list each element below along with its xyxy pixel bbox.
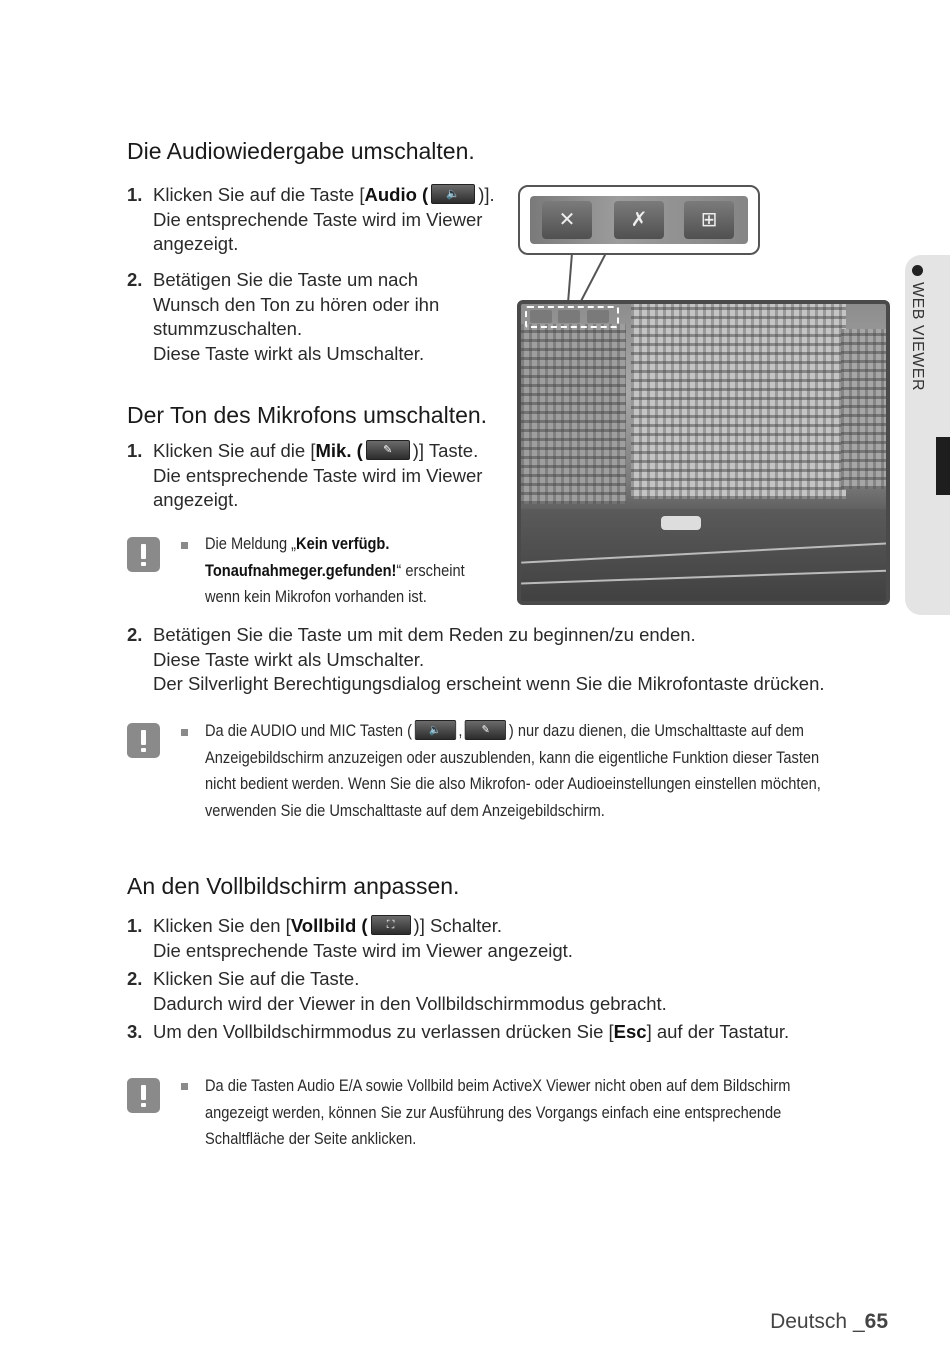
audio-section-title: Die Audiowiedergabe umschalten. — [127, 138, 475, 164]
note-message: Kein verfügb. — [296, 534, 390, 553]
step-number: 1. — [127, 915, 143, 936]
mic-button-label: Mik. ( — [315, 440, 363, 461]
step-text: ] auf der Tastatur. — [646, 1021, 790, 1042]
step-text: )] Schalter. — [413, 915, 502, 936]
note-text: ) nur dazu dienen, die Umschalttaste auf dem — [508, 721, 804, 740]
step-text: Wunsch den Ton zu hören oder ihn — [153, 293, 440, 315]
note-text: “ erscheint — [396, 560, 465, 580]
note-bullet-icon — [181, 729, 188, 736]
fullscreen-button-label: Vollbild ( — [290, 915, 368, 936]
step-number: 1. — [127, 440, 143, 461]
building-right — [841, 329, 890, 489]
fullscreen-step-2 — [127, 967, 667, 1016]
step-text: Um den Vollbildschirmmodus zu verlassen drücken Sie [ — [153, 1021, 614, 1042]
building-center — [631, 304, 846, 499]
note-bullet-icon — [181, 542, 188, 549]
viewer-button-callout — [518, 185, 760, 255]
mute-mic-icon: ✗ — [614, 201, 664, 239]
side-tab-text: WEB VIEWER — [909, 282, 926, 392]
note-text: Anzeigebildschirm anzuzeigen oder auszublenden, kann die eigentliche Funktion dieser Tasten — [205, 747, 820, 767]
step-text: )] Taste. — [412, 440, 479, 461]
fullscreen-section-title: An den Vollbildschirm anpassen. — [127, 873, 460, 899]
step-text: Klicken Sie den [ — [153, 915, 291, 936]
note-text: wenn kein Mikrofon vorhanden ist. — [205, 587, 427, 606]
note-text: , — [458, 721, 463, 740]
step-text: Diese Taste wirkt als Umschalter. — [153, 648, 425, 670]
step-text: Dadurch wird der Viewer in den Vollbildschirmmodus gebracht. — [153, 992, 667, 1014]
step-text: Die entsprechende Taste wird im Viewer angezeigt. — [153, 939, 573, 961]
viewer-screenshot — [517, 300, 890, 605]
audio-step-2 — [127, 268, 439, 366]
step-text: angezeigt. — [153, 489, 239, 510]
step-text: Klicken Sie auf die Taste [ — [153, 184, 365, 205]
audio-mic-note — [205, 718, 821, 824]
note-text: Schaltfläche der Seite anklicken. — [205, 1129, 417, 1148]
car — [661, 516, 701, 530]
page-number: 65 — [864, 1310, 888, 1333]
mini-speaker-icon — [530, 310, 552, 323]
step-text: stummzuschalten. — [153, 318, 303, 339]
note-text: Die Meldung „ — [205, 534, 297, 553]
note-exclamation-icon — [127, 723, 160, 758]
audio-button-label: Audio ( — [364, 184, 429, 205]
speaker-icon: 🔈 — [415, 720, 456, 740]
footer-language: Deutsch _ — [770, 1310, 865, 1333]
step-number: 3. — [127, 1021, 143, 1042]
step-text: Die entsprechende Taste wird im Viewer — [153, 464, 483, 486]
step-text: Diese Taste wirkt als Umschalter. — [153, 342, 425, 364]
step-text: Klicken Sie auf die Taste. — [153, 968, 360, 989]
mic-icon: ✎ — [366, 440, 410, 460]
mini-fullscreen-icon — [587, 310, 609, 323]
step-text: Klicken Sie auf die [ — [153, 440, 316, 461]
step-number: 2. — [127, 968, 143, 989]
viewer-button-strip — [530, 196, 748, 244]
mic-step-2 — [127, 623, 825, 697]
building-left — [521, 324, 626, 504]
fullscreen-step-1 — [127, 914, 573, 963]
step-text: Betätigen Sie die Taste um nach — [153, 269, 418, 290]
step-number: 2. — [127, 269, 143, 290]
note-text: verwenden Sie die Umschalttaste auf dem Anzeigebildschirm. — [205, 800, 605, 820]
mic-section-title: Der Ton des Mikrofons umschalten. — [127, 402, 488, 428]
audio-step-1 — [127, 183, 495, 257]
step-number: 1. — [127, 184, 143, 205]
step-text: )]. — [478, 184, 495, 205]
note-text: nicht bedient werden. Wenn Sie die also Mikrofon- oder Audioeinstellungen einstellen möchten, — [205, 774, 821, 793]
fullscreen-step-3 — [127, 1020, 789, 1045]
mini-mic-icon — [558, 310, 580, 323]
side-tab-marker — [936, 437, 950, 495]
activex-note — [205, 1073, 790, 1153]
step-text: Die entsprechende Taste wird im Viewer — [153, 208, 483, 230]
step-text: angezeigt. — [153, 233, 239, 254]
street — [521, 509, 886, 605]
step-number: 2. — [127, 624, 143, 645]
note-text: angezeigt werden, können Sie zur Ausführung des Vorgangs einfach eine entsprechende — [205, 1102, 782, 1122]
fullscreen-icon: ⊞ — [684, 201, 734, 239]
callout-pointer — [560, 253, 620, 305]
step-text: Der Silverlight Berechtigungsdialog erscheint wenn Sie die Mikrofontaste drücken. — [153, 673, 825, 694]
mute-speaker-icon: ✕ — [542, 201, 592, 239]
mic-icon: ✎ — [465, 720, 506, 740]
page-footer — [770, 1310, 888, 1334]
mic-step-1 — [127, 439, 482, 513]
note-text: Da die AUDIO und MIC Tasten ( — [205, 721, 412, 740]
note-exclamation-icon — [127, 1078, 160, 1113]
note-exclamation-icon — [127, 537, 160, 572]
note-text: Da die Tasten Audio E/A sowie Vollbild beim ActiveX Viewer nicht oben auf dem Bildschirm — [205, 1076, 791, 1095]
side-tab-label — [908, 265, 926, 391]
note-message: Tonaufnahmeger.gefunden! — [205, 560, 397, 580]
esc-key-label: Esc — [613, 1021, 647, 1042]
note-bullet-icon — [181, 1083, 188, 1090]
fullscreen-icon: ⛶ — [371, 915, 411, 935]
bullet-dot-icon — [912, 265, 923, 276]
step-text: Betätigen Sie die Taste um mit dem Reden zu beginnen/zu enden. — [153, 624, 696, 645]
speaker-icon: 🔈 — [431, 184, 475, 204]
mic-note — [205, 531, 465, 611]
